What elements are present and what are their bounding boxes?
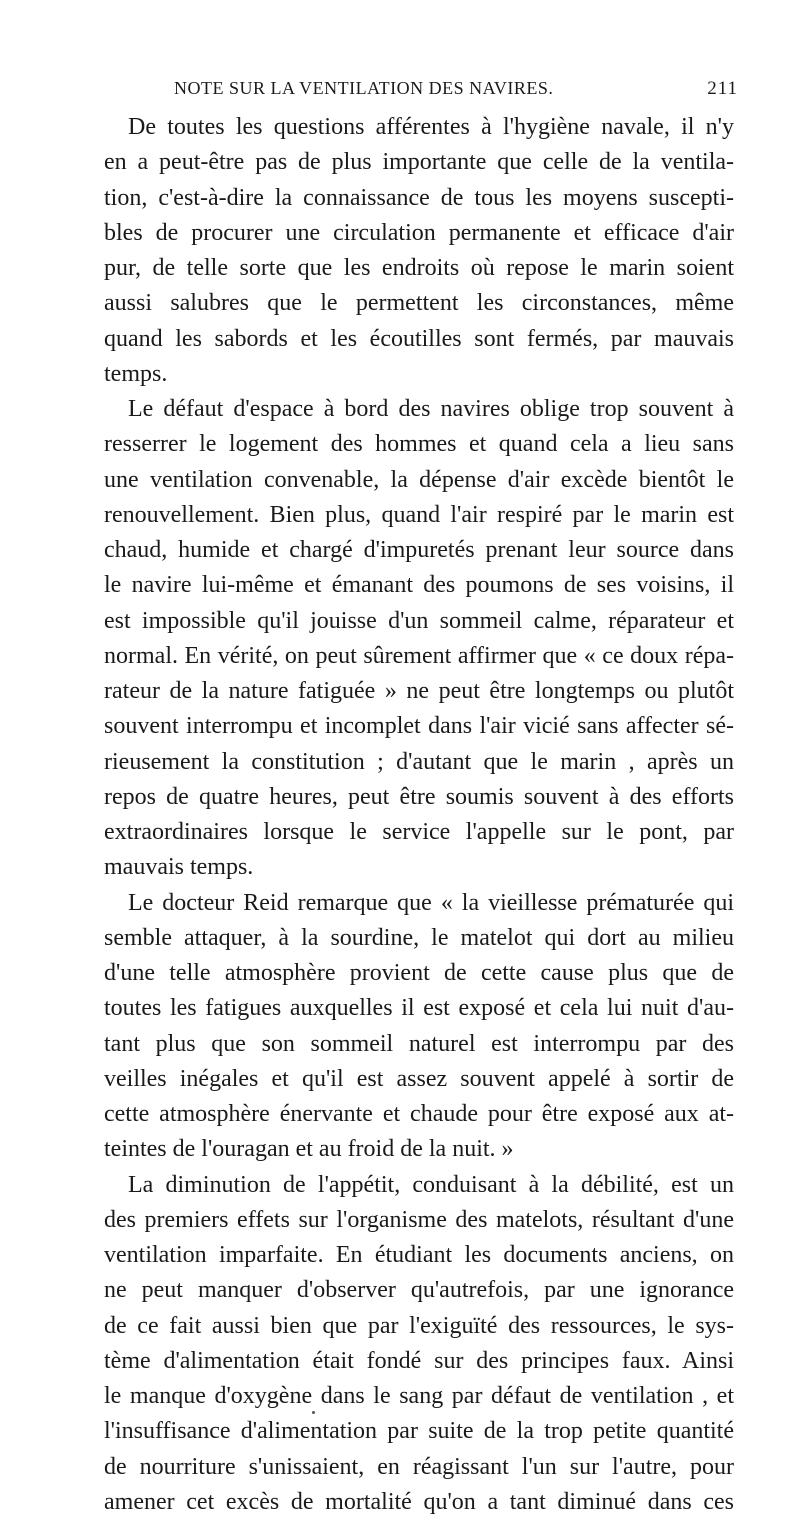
- text-line: aussi salubres que le permettent les circonstances, même: [104, 290, 734, 317]
- text-line: renouvellement. Bien plus, quand l'air respiré par le marin est: [104, 501, 734, 528]
- text-line: pur, de telle sorte que les endroits où repose le marin soient: [104, 255, 734, 281]
- text-line: des premiers effets sur l'organisme des matelots, résultant d'une: [104, 1206, 734, 1233]
- page-number: 211: [707, 78, 738, 99]
- text-line: rateur de la nature fatiguée » ne peut être longtemps ou plutôt: [104, 678, 734, 704]
- text-line: chaud, humide et chargé d'impuretés prenant leur source dans: [104, 537, 734, 563]
- text-line: est impossible qu'il jouisse d'un sommeil calme, réparateur et: [104, 607, 734, 634]
- text-line: souvent interrompu et incomplet dans l'air vicié sans affecter sé-: [104, 713, 734, 740]
- text-line: rieusement la constitution ; d'autant que le marin , après un: [104, 748, 734, 775]
- text-line: le navire lui-même et émanant des poumons de ses voisins, il: [104, 572, 734, 599]
- text-line: une ventilation convenable, la dépense d'air excède bientôt le: [104, 466, 734, 493]
- text-line: bles de procurer une circulation permanente et efficace d'air: [104, 219, 734, 246]
- text-line: de nourriture s'unissaient, en réagissant l'un sur l'autre, pour: [104, 1453, 734, 1480]
- text-line: quand les sabords et les écoutilles sont fermés, par mauvais: [104, 325, 734, 352]
- text-line: en a peut-être pas de plus importante que celle de la ventila-: [104, 149, 734, 176]
- text-line: repos de quatre heures, peut être soumis souvent à des efforts: [104, 783, 734, 810]
- page-header: [102, 78, 738, 106]
- text-line: La diminution de l'appétit, conduisant à la débilité, est un: [128, 1171, 734, 1198]
- text-line: d'une telle atmosphère provient de cette cause plus que de: [104, 960, 734, 986]
- body-text: [104, 110, 734, 1520]
- text-line: teintes de l'ouragan et au froid de la nuit. »: [104, 1136, 514, 1163]
- text-line: extraordinaires lorsque le service l'appelle sur le pont, par: [104, 819, 734, 845]
- text-line: tion, c'est-à-dire la connaissance de tous les moyens suscepti-: [104, 184, 734, 211]
- text-line: tant plus que son sommeil naturel est interrompu par des: [104, 1030, 734, 1057]
- text-line: mauvais temps.: [104, 854, 254, 881]
- text-line: De toutes les questions afférentes à l'hygiène navale, il n'y: [128, 114, 734, 140]
- text-line: de ce fait aussi bien que par l'exiguïté des ressources, le sys-: [104, 1312, 734, 1339]
- text-line: l'insuffisance d'alimentation par suite de la trop petite quantité: [104, 1418, 734, 1445]
- text-line: veilles inégales et qu'il est assez souvent appelé à sortir de: [104, 1065, 734, 1092]
- text-line: ne peut manquer d'observer qu'autrefois, par une ignorance: [104, 1277, 734, 1304]
- text-line: Le docteur Reid remarque que « la vieillesse prématurée qui: [128, 889, 734, 916]
- text-line: temps.: [104, 360, 168, 387]
- text-line: resserrer le logement des hommes et quand cela a lieu sans: [104, 431, 734, 458]
- text-line: semble attaquer, à la sourdine, le matelot qui dort au milieu: [104, 924, 734, 951]
- text-line: normal. En vérité, on peut sûrement affirmer que « ce doux répa-: [104, 642, 734, 669]
- text-line: ventilation imparfaite. En étudiant les documents anciens, on: [104, 1242, 734, 1268]
- text-line: le manque d'oxygène dans le sang par défaut de ventilation , et: [104, 1383, 734, 1409]
- text-line: cette atmosphère énervante et chaude pour être exposé aux at-: [104, 1101, 734, 1127]
- text-line: amener cet excès de mortalité qu'on a tant diminué dans ces: [104, 1488, 734, 1515]
- text-line: toutes les fatigues auxquelles il est exposé et cela lui nuit d'au-: [104, 995, 734, 1022]
- text-line: Le défaut d'espace à bord des navires oblige trop souvent à: [128, 396, 734, 422]
- running-title: NOTE SUR LA VENTILATION DES NAVIRES.: [174, 78, 554, 98]
- ink-speck: [312, 1411, 315, 1414]
- text-line: tème d'alimentation était fondé sur des principes faux. Ainsi: [104, 1347, 734, 1374]
